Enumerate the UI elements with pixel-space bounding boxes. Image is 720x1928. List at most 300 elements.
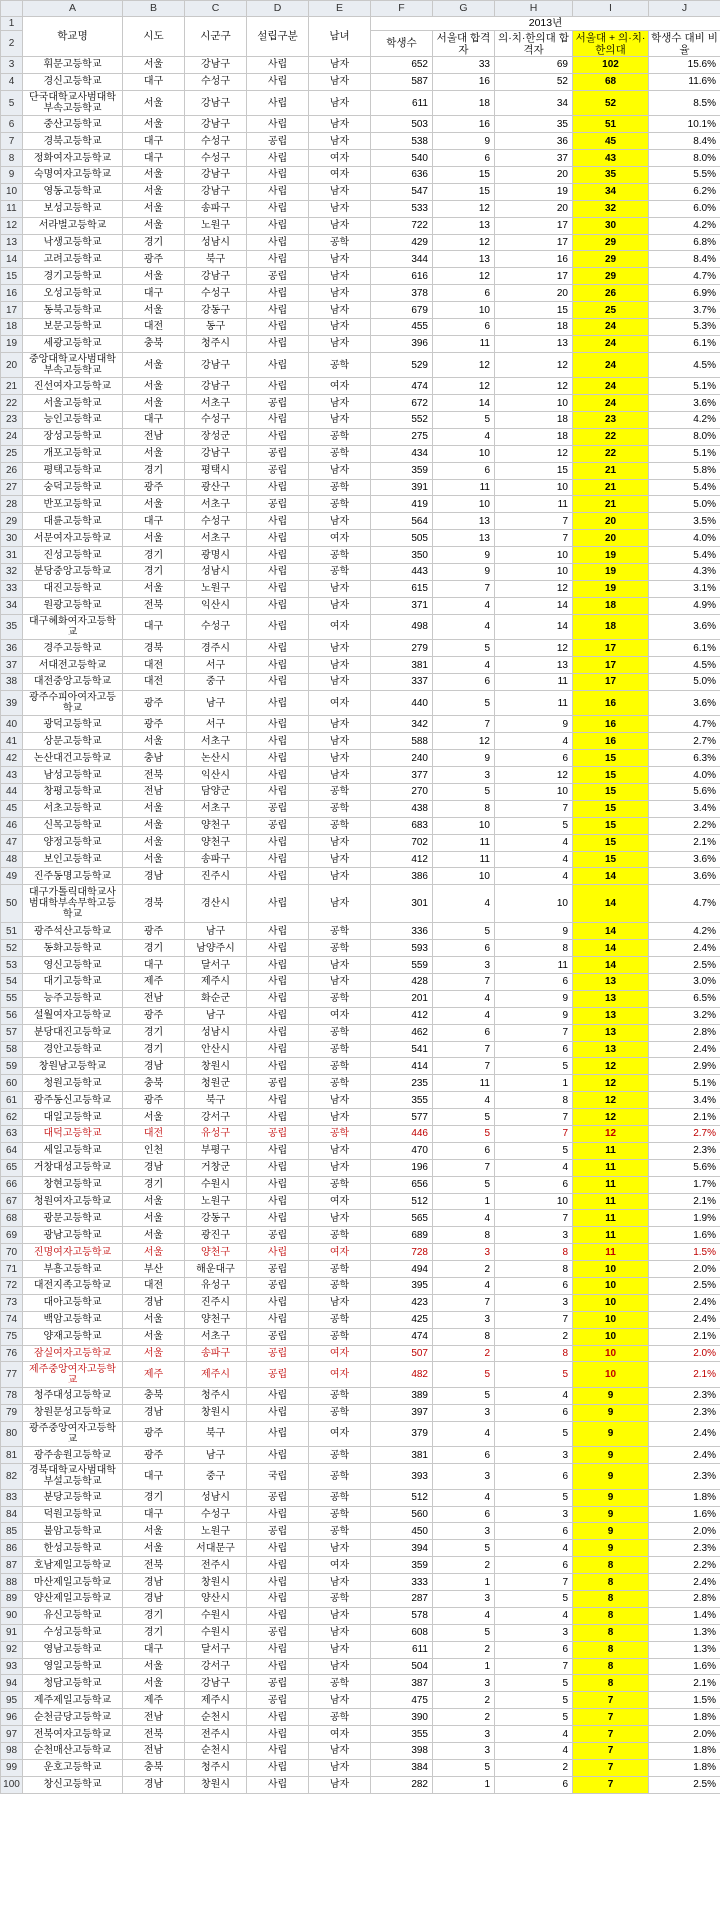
sum-cell[interactable]: 12 bbox=[573, 1058, 649, 1075]
students-cell[interactable]: 333 bbox=[371, 1574, 433, 1591]
ratio-cell[interactable]: 5.1% bbox=[649, 378, 720, 395]
sigungu-cell[interactable]: 송파구 bbox=[185, 1345, 247, 1362]
sido-cell[interactable]: 대구 bbox=[123, 1464, 185, 1490]
school-name-cell[interactable]: 진명여자고등학교 bbox=[23, 1244, 123, 1261]
row-number[interactable]: 46 bbox=[1, 817, 23, 834]
gender-cell[interactable]: 공학 bbox=[309, 1590, 371, 1607]
medical-cell[interactable]: 6 bbox=[495, 750, 573, 767]
foundation-cell[interactable]: 사립 bbox=[247, 352, 309, 378]
sum-cell[interactable]: 11 bbox=[573, 1244, 649, 1261]
sido-cell[interactable]: 전남 bbox=[123, 428, 185, 445]
foundation-cell[interactable]: 사립 bbox=[247, 580, 309, 597]
sum-cell[interactable]: 22 bbox=[573, 428, 649, 445]
row-number[interactable]: 97 bbox=[1, 1726, 23, 1743]
foundation-cell[interactable]: 사립 bbox=[247, 57, 309, 74]
ratio-cell[interactable]: 1.6% bbox=[649, 1506, 720, 1523]
school-name-cell[interactable]: 창평고등학교 bbox=[23, 783, 123, 800]
sum-cell[interactable]: 9 bbox=[573, 1421, 649, 1447]
medical-cell[interactable]: 4 bbox=[495, 1607, 573, 1624]
sum-cell[interactable]: 15 bbox=[573, 817, 649, 834]
sum-cell[interactable]: 26 bbox=[573, 285, 649, 302]
medical-cell[interactable]: 9 bbox=[495, 923, 573, 940]
students-cell[interactable]: 381 bbox=[371, 657, 433, 674]
ratio-cell[interactable]: 8.4% bbox=[649, 251, 720, 268]
foundation-cell[interactable]: 공립 bbox=[247, 462, 309, 479]
school-name-cell[interactable]: 청주대성고등학교 bbox=[23, 1387, 123, 1404]
gender-cell[interactable]: 남자 bbox=[309, 1776, 371, 1793]
snu-cell[interactable]: 12 bbox=[433, 268, 495, 285]
foundation-cell[interactable]: 사립 bbox=[247, 973, 309, 990]
medical-cell[interactable]: 4 bbox=[495, 1387, 573, 1404]
sido-cell[interactable]: 서울 bbox=[123, 116, 185, 133]
sigungu-cell[interactable]: 강남구 bbox=[185, 268, 247, 285]
foundation-cell[interactable]: 사립 bbox=[247, 834, 309, 851]
sigungu-cell[interactable]: 서초구 bbox=[185, 1328, 247, 1345]
foundation-cell[interactable]: 사립 bbox=[247, 1742, 309, 1759]
medical-cell[interactable]: 17 bbox=[495, 217, 573, 234]
medical-cell[interactable]: 5 bbox=[495, 1675, 573, 1692]
students-cell[interactable]: 393 bbox=[371, 1464, 433, 1490]
sum-cell[interactable]: 20 bbox=[573, 530, 649, 547]
school-name-cell[interactable]: 전북여자고등학교 bbox=[23, 1726, 123, 1743]
school-name-cell[interactable]: 영동고등학교 bbox=[23, 183, 123, 200]
students-cell[interactable]: 344 bbox=[371, 251, 433, 268]
row-number[interactable]: 100 bbox=[1, 1776, 23, 1793]
foundation-cell[interactable]: 사립 bbox=[247, 940, 309, 957]
ratio-cell[interactable]: 1.9% bbox=[649, 1210, 720, 1227]
sum-cell[interactable]: 11 bbox=[573, 1176, 649, 1193]
gender-cell[interactable]: 남자 bbox=[309, 1759, 371, 1776]
foundation-cell[interactable]: 공립 bbox=[247, 1328, 309, 1345]
gender-cell[interactable]: 공학 bbox=[309, 1404, 371, 1421]
sum-cell[interactable]: 13 bbox=[573, 990, 649, 1007]
medical-cell[interactable]: 6 bbox=[495, 1641, 573, 1658]
row-number[interactable]: 5 bbox=[1, 90, 23, 116]
medical-cell[interactable]: 12 bbox=[495, 352, 573, 378]
sum-cell[interactable]: 10 bbox=[573, 1311, 649, 1328]
school-name-cell[interactable]: 대구혜화여자고등학교 bbox=[23, 614, 123, 640]
students-cell[interactable]: 504 bbox=[371, 1658, 433, 1675]
students-cell[interactable]: 384 bbox=[371, 1759, 433, 1776]
snu-cell[interactable]: 7 bbox=[433, 1041, 495, 1058]
students-cell[interactable]: 359 bbox=[371, 1557, 433, 1574]
gender-cell[interactable]: 공학 bbox=[309, 1227, 371, 1244]
school-name-cell[interactable]: 광주송원고등학교 bbox=[23, 1447, 123, 1464]
header-sigungu[interactable]: 시군구 bbox=[185, 17, 247, 57]
sigungu-cell[interactable]: 익산시 bbox=[185, 597, 247, 614]
ratio-cell[interactable]: 4.0% bbox=[649, 530, 720, 547]
snu-cell[interactable]: 11 bbox=[433, 479, 495, 496]
foundation-cell[interactable]: 사립 bbox=[247, 1041, 309, 1058]
gender-cell[interactable]: 남자 bbox=[309, 395, 371, 412]
medical-cell[interactable]: 12 bbox=[495, 580, 573, 597]
medical-cell[interactable]: 16 bbox=[495, 251, 573, 268]
row-number[interactable]: 20 bbox=[1, 352, 23, 378]
sido-cell[interactable]: 서울 bbox=[123, 1193, 185, 1210]
row-number[interactable]: 85 bbox=[1, 1523, 23, 1540]
medical-cell[interactable]: 2 bbox=[495, 1759, 573, 1776]
students-cell[interactable]: 672 bbox=[371, 395, 433, 412]
school-name-cell[interactable]: 보문고등학교 bbox=[23, 318, 123, 335]
medical-cell[interactable]: 7 bbox=[495, 1311, 573, 1328]
foundation-cell[interactable]: 공립 bbox=[247, 268, 309, 285]
row-number[interactable]: 53 bbox=[1, 957, 23, 974]
sum-cell[interactable]: 7 bbox=[573, 1742, 649, 1759]
sigungu-cell[interactable]: 남구 bbox=[185, 1447, 247, 1464]
students-cell[interactable]: 683 bbox=[371, 817, 433, 834]
sido-cell[interactable]: 서울 bbox=[123, 1244, 185, 1261]
medical-cell[interactable]: 15 bbox=[495, 462, 573, 479]
foundation-cell[interactable]: 사립 bbox=[247, 1447, 309, 1464]
sido-cell[interactable]: 대구 bbox=[123, 614, 185, 640]
row-number[interactable]: 74 bbox=[1, 1311, 23, 1328]
sigungu-cell[interactable]: 화순군 bbox=[185, 990, 247, 1007]
sigungu-cell[interactable]: 진주시 bbox=[185, 868, 247, 885]
sigungu-cell[interactable]: 남구 bbox=[185, 1007, 247, 1024]
school-name-cell[interactable]: 양정고등학교 bbox=[23, 834, 123, 851]
students-cell[interactable]: 397 bbox=[371, 1404, 433, 1421]
gender-cell[interactable]: 여자 bbox=[309, 166, 371, 183]
medical-cell[interactable]: 11 bbox=[495, 496, 573, 513]
students-cell[interactable]: 541 bbox=[371, 1041, 433, 1058]
snu-cell[interactable]: 11 bbox=[433, 1075, 495, 1092]
sum-cell[interactable]: 17 bbox=[573, 674, 649, 691]
row-number[interactable]: 31 bbox=[1, 547, 23, 564]
sigungu-cell[interactable]: 강동구 bbox=[185, 1210, 247, 1227]
foundation-cell[interactable]: 사립 bbox=[247, 1294, 309, 1311]
students-cell[interactable]: 552 bbox=[371, 412, 433, 429]
foundation-cell[interactable]: 사립 bbox=[247, 530, 309, 547]
school-name-cell[interactable]: 보성고등학교 bbox=[23, 200, 123, 217]
sum-cell[interactable]: 45 bbox=[573, 133, 649, 150]
sum-cell[interactable]: 21 bbox=[573, 496, 649, 513]
foundation-cell[interactable]: 사립 bbox=[247, 183, 309, 200]
ratio-cell[interactable]: 2.1% bbox=[649, 1362, 720, 1388]
school-name-cell[interactable]: 순천매산고등학교 bbox=[23, 1742, 123, 1759]
sum-cell[interactable]: 24 bbox=[573, 378, 649, 395]
gender-cell[interactable]: 남자 bbox=[309, 834, 371, 851]
row-number[interactable]: 78 bbox=[1, 1387, 23, 1404]
students-cell[interactable]: 355 bbox=[371, 1092, 433, 1109]
sido-cell[interactable]: 서울 bbox=[123, 530, 185, 547]
snu-cell[interactable]: 4 bbox=[433, 1421, 495, 1447]
row-number[interactable]: 27 bbox=[1, 479, 23, 496]
sido-cell[interactable]: 대전 bbox=[123, 1278, 185, 1295]
sigungu-cell[interactable]: 진주시 bbox=[185, 1294, 247, 1311]
sum-cell[interactable]: 10 bbox=[573, 1278, 649, 1295]
gender-cell[interactable]: 공학 bbox=[309, 990, 371, 1007]
snu-cell[interactable]: 1 bbox=[433, 1574, 495, 1591]
sido-cell[interactable]: 전남 bbox=[123, 1709, 185, 1726]
school-name-cell[interactable]: 청원여자고등학교 bbox=[23, 1193, 123, 1210]
ratio-cell[interactable]: 3.6% bbox=[649, 868, 720, 885]
sigungu-cell[interactable]: 유성구 bbox=[185, 1125, 247, 1142]
ratio-cell[interactable]: 6.1% bbox=[649, 640, 720, 657]
sigungu-cell[interactable]: 경산시 bbox=[185, 885, 247, 923]
ratio-cell[interactable]: 4.2% bbox=[649, 217, 720, 234]
foundation-cell[interactable]: 사립 bbox=[247, 217, 309, 234]
school-name-cell[interactable]: 양산제일고등학교 bbox=[23, 1590, 123, 1607]
school-name-cell[interactable]: 진성고등학교 bbox=[23, 547, 123, 564]
students-cell[interactable]: 474 bbox=[371, 378, 433, 395]
medical-cell[interactable]: 11 bbox=[495, 957, 573, 974]
ratio-cell[interactable]: 2.4% bbox=[649, 1574, 720, 1591]
sum-cell[interactable]: 9 bbox=[573, 1523, 649, 1540]
sido-cell[interactable]: 서울 bbox=[123, 733, 185, 750]
medical-cell[interactable]: 13 bbox=[495, 335, 573, 352]
students-cell[interactable]: 593 bbox=[371, 940, 433, 957]
sigungu-cell[interactable]: 서대문구 bbox=[185, 1540, 247, 1557]
snu-cell[interactable]: 33 bbox=[433, 57, 495, 74]
snu-cell[interactable]: 3 bbox=[433, 1590, 495, 1607]
snu-cell[interactable]: 6 bbox=[433, 674, 495, 691]
sigungu-cell[interactable]: 서초구 bbox=[185, 395, 247, 412]
row-number[interactable]: 63 bbox=[1, 1125, 23, 1142]
foundation-cell[interactable]: 사립 bbox=[247, 318, 309, 335]
sido-cell[interactable]: 충남 bbox=[123, 750, 185, 767]
sido-cell[interactable]: 서울 bbox=[123, 268, 185, 285]
school-name-cell[interactable]: 동북고등학교 bbox=[23, 302, 123, 319]
sido-cell[interactable]: 광주 bbox=[123, 1092, 185, 1109]
sido-cell[interactable]: 서울 bbox=[123, 800, 185, 817]
sigungu-cell[interactable]: 북구 bbox=[185, 1421, 247, 1447]
students-cell[interactable]: 425 bbox=[371, 1311, 433, 1328]
school-name-cell[interactable]: 영신고등학교 bbox=[23, 957, 123, 974]
school-name-cell[interactable]: 광주중앙여자고등학교 bbox=[23, 1421, 123, 1447]
sigungu-cell[interactable]: 송파구 bbox=[185, 200, 247, 217]
ratio-cell[interactable]: 3.6% bbox=[649, 851, 720, 868]
foundation-cell[interactable]: 사립 bbox=[247, 1244, 309, 1261]
medical-cell[interactable]: 10 bbox=[495, 885, 573, 923]
foundation-cell[interactable]: 공립 bbox=[247, 1489, 309, 1506]
medical-cell[interactable]: 10 bbox=[495, 395, 573, 412]
students-cell[interactable]: 396 bbox=[371, 335, 433, 352]
snu-cell[interactable]: 12 bbox=[433, 234, 495, 251]
sigungu-cell[interactable]: 수성구 bbox=[185, 285, 247, 302]
sido-cell[interactable]: 경남 bbox=[123, 1574, 185, 1591]
row-number[interactable]: 41 bbox=[1, 733, 23, 750]
ratio-cell[interactable]: 2.5% bbox=[649, 1776, 720, 1793]
foundation-cell[interactable]: 사립 bbox=[247, 690, 309, 716]
sido-cell[interactable]: 서울 bbox=[123, 217, 185, 234]
ratio-cell[interactable]: 3.6% bbox=[649, 395, 720, 412]
ratio-cell[interactable]: 5.5% bbox=[649, 166, 720, 183]
gender-cell[interactable]: 남자 bbox=[309, 868, 371, 885]
students-cell[interactable]: 679 bbox=[371, 302, 433, 319]
ratio-cell[interactable]: 2.2% bbox=[649, 817, 720, 834]
students-cell[interactable]: 390 bbox=[371, 1709, 433, 1726]
gender-cell[interactable]: 공학 bbox=[309, 1464, 371, 1490]
gender-cell[interactable]: 공학 bbox=[309, 234, 371, 251]
gender-cell[interactable]: 공학 bbox=[309, 1278, 371, 1295]
gender-cell[interactable]: 남자 bbox=[309, 285, 371, 302]
medical-cell[interactable]: 8 bbox=[495, 1345, 573, 1362]
sum-cell[interactable]: 13 bbox=[573, 973, 649, 990]
foundation-cell[interactable]: 사립 bbox=[247, 1607, 309, 1624]
snu-cell[interactable]: 14 bbox=[433, 395, 495, 412]
gender-cell[interactable]: 공학 bbox=[309, 1675, 371, 1692]
sum-cell[interactable]: 15 bbox=[573, 800, 649, 817]
row-number[interactable]: 61 bbox=[1, 1092, 23, 1109]
sigungu-cell[interactable]: 순천시 bbox=[185, 1709, 247, 1726]
ratio-cell[interactable]: 4.2% bbox=[649, 412, 720, 429]
ratio-cell[interactable]: 1.3% bbox=[649, 1624, 720, 1641]
sigungu-cell[interactable]: 강남구 bbox=[185, 57, 247, 74]
students-cell[interactable]: 394 bbox=[371, 1540, 433, 1557]
row-number[interactable]: 37 bbox=[1, 657, 23, 674]
snu-cell[interactable]: 3 bbox=[433, 1675, 495, 1692]
sigungu-cell[interactable]: 수원시 bbox=[185, 1624, 247, 1641]
school-name-cell[interactable]: 중산고등학교 bbox=[23, 116, 123, 133]
foundation-cell[interactable]: 사립 bbox=[247, 1159, 309, 1176]
students-cell[interactable]: 512 bbox=[371, 1489, 433, 1506]
snu-cell[interactable]: 9 bbox=[433, 564, 495, 581]
column-header-d[interactable]: D bbox=[247, 1, 309, 17]
school-name-cell[interactable]: 제주중앙여자고등학교 bbox=[23, 1362, 123, 1388]
medical-cell[interactable]: 14 bbox=[495, 614, 573, 640]
foundation-cell[interactable]: 사립 bbox=[247, 1540, 309, 1557]
ratio-cell[interactable]: 5.4% bbox=[649, 479, 720, 496]
snu-cell[interactable]: 4 bbox=[433, 614, 495, 640]
medical-cell[interactable]: 7 bbox=[495, 1109, 573, 1126]
gender-cell[interactable]: 남자 bbox=[309, 462, 371, 479]
row-number[interactable]: 52 bbox=[1, 940, 23, 957]
row-number[interactable]: 33 bbox=[1, 580, 23, 597]
sum-cell[interactable]: 10 bbox=[573, 1362, 649, 1388]
school-name-cell[interactable]: 세일고등학교 bbox=[23, 1142, 123, 1159]
snu-cell[interactable]: 9 bbox=[433, 547, 495, 564]
snu-cell[interactable]: 13 bbox=[433, 530, 495, 547]
snu-cell[interactable]: 4 bbox=[433, 885, 495, 923]
column-header-f[interactable]: F bbox=[371, 1, 433, 17]
ratio-cell[interactable]: 2.8% bbox=[649, 1590, 720, 1607]
ratio-cell[interactable]: 2.0% bbox=[649, 1345, 720, 1362]
school-name-cell[interactable]: 순천금당고등학교 bbox=[23, 1709, 123, 1726]
foundation-cell[interactable]: 사립 bbox=[247, 1387, 309, 1404]
foundation-cell[interactable]: 공립 bbox=[247, 817, 309, 834]
students-cell[interactable]: 494 bbox=[371, 1261, 433, 1278]
row-number[interactable]: 69 bbox=[1, 1227, 23, 1244]
row-number[interactable]: 17 bbox=[1, 302, 23, 319]
ratio-cell[interactable]: 3.6% bbox=[649, 690, 720, 716]
sum-cell[interactable]: 10 bbox=[573, 1261, 649, 1278]
sum-cell[interactable]: 7 bbox=[573, 1709, 649, 1726]
students-cell[interactable]: 240 bbox=[371, 750, 433, 767]
row-number[interactable]: 34 bbox=[1, 597, 23, 614]
school-name-cell[interactable]: 보인고등학교 bbox=[23, 851, 123, 868]
school-name-cell[interactable]: 서울고등학교 bbox=[23, 395, 123, 412]
ratio-cell[interactable]: 6.0% bbox=[649, 200, 720, 217]
sum-cell[interactable]: 7 bbox=[573, 1776, 649, 1793]
foundation-cell[interactable]: 사립 bbox=[247, 1506, 309, 1523]
foundation-cell[interactable]: 사립 bbox=[247, 750, 309, 767]
row-number[interactable]: 23 bbox=[1, 412, 23, 429]
gender-cell[interactable]: 남자 bbox=[309, 597, 371, 614]
students-cell[interactable]: 533 bbox=[371, 200, 433, 217]
snu-cell[interactable]: 6 bbox=[433, 1024, 495, 1041]
school-name-cell[interactable]: 경신고등학교 bbox=[23, 73, 123, 90]
gender-cell[interactable]: 공학 bbox=[309, 1075, 371, 1092]
sigungu-cell[interactable]: 북구 bbox=[185, 1092, 247, 1109]
ratio-cell[interactable]: 8.5% bbox=[649, 90, 720, 116]
row-number[interactable]: 88 bbox=[1, 1574, 23, 1591]
ratio-cell[interactable]: 2.7% bbox=[649, 733, 720, 750]
row-number[interactable]: 39 bbox=[1, 690, 23, 716]
medical-cell[interactable]: 2 bbox=[495, 1328, 573, 1345]
medical-cell[interactable]: 5 bbox=[495, 1362, 573, 1388]
sido-cell[interactable]: 경기 bbox=[123, 564, 185, 581]
snu-cell[interactable]: 2 bbox=[433, 1641, 495, 1658]
snu-cell[interactable]: 7 bbox=[433, 580, 495, 597]
medical-cell[interactable]: 6 bbox=[495, 1404, 573, 1421]
students-cell[interactable]: 547 bbox=[371, 183, 433, 200]
school-name-cell[interactable]: 대구가톨릭대학교사범대학부속무학고등학교 bbox=[23, 885, 123, 923]
school-name-cell[interactable]: 영일고등학교 bbox=[23, 1658, 123, 1675]
ratio-cell[interactable]: 2.3% bbox=[649, 1464, 720, 1490]
snu-cell[interactable]: 4 bbox=[433, 1278, 495, 1295]
sigungu-cell[interactable]: 창원시 bbox=[185, 1058, 247, 1075]
sum-cell[interactable]: 51 bbox=[573, 116, 649, 133]
sido-cell[interactable]: 전북 bbox=[123, 597, 185, 614]
gender-cell[interactable]: 공학 bbox=[309, 1447, 371, 1464]
sido-cell[interactable]: 대구 bbox=[123, 957, 185, 974]
ratio-cell[interactable]: 2.2% bbox=[649, 1557, 720, 1574]
medical-cell[interactable]: 8 bbox=[495, 1092, 573, 1109]
foundation-cell[interactable]: 사립 bbox=[247, 116, 309, 133]
sigungu-cell[interactable]: 강남구 bbox=[185, 90, 247, 116]
snu-cell[interactable]: 5 bbox=[433, 1759, 495, 1776]
sigungu-cell[interactable]: 수원시 bbox=[185, 1176, 247, 1193]
snu-cell[interactable]: 3 bbox=[433, 1404, 495, 1421]
row-number[interactable]: 49 bbox=[1, 868, 23, 885]
row-number[interactable]: 96 bbox=[1, 1709, 23, 1726]
snu-cell[interactable]: 6 bbox=[433, 940, 495, 957]
students-cell[interactable]: 389 bbox=[371, 1387, 433, 1404]
school-name-cell[interactable]: 유신고등학교 bbox=[23, 1607, 123, 1624]
sum-cell[interactable]: 29 bbox=[573, 268, 649, 285]
medical-cell[interactable]: 20 bbox=[495, 285, 573, 302]
students-cell[interactable]: 728 bbox=[371, 1244, 433, 1261]
sido-cell[interactable]: 대구 bbox=[123, 1641, 185, 1658]
gender-cell[interactable]: 남자 bbox=[309, 133, 371, 150]
sigungu-cell[interactable]: 해운대구 bbox=[185, 1261, 247, 1278]
ratio-cell[interactable]: 1.6% bbox=[649, 1658, 720, 1675]
row-number[interactable]: 99 bbox=[1, 1759, 23, 1776]
ratio-cell[interactable]: 2.4% bbox=[649, 1421, 720, 1447]
sigungu-cell[interactable]: 서초구 bbox=[185, 530, 247, 547]
gender-cell[interactable]: 남자 bbox=[309, 251, 371, 268]
gender-cell[interactable]: 여자 bbox=[309, 1726, 371, 1743]
sido-cell[interactable]: 대전 bbox=[123, 657, 185, 674]
ratio-cell[interactable]: 6.1% bbox=[649, 335, 720, 352]
sido-cell[interactable]: 경남 bbox=[123, 1058, 185, 1075]
gender-cell[interactable]: 공학 bbox=[309, 1058, 371, 1075]
school-name-cell[interactable]: 대일고등학교 bbox=[23, 1109, 123, 1126]
snu-cell[interactable]: 13 bbox=[433, 251, 495, 268]
snu-cell[interactable]: 7 bbox=[433, 1058, 495, 1075]
row-number[interactable]: 54 bbox=[1, 973, 23, 990]
ratio-cell[interactable]: 1.8% bbox=[649, 1709, 720, 1726]
foundation-cell[interactable]: 사립 bbox=[247, 1109, 309, 1126]
sigungu-cell[interactable]: 서구 bbox=[185, 657, 247, 674]
sum-cell[interactable]: 32 bbox=[573, 200, 649, 217]
students-cell[interactable]: 689 bbox=[371, 1227, 433, 1244]
foundation-cell[interactable]: 사립 bbox=[247, 1007, 309, 1024]
sido-cell[interactable]: 서울 bbox=[123, 1227, 185, 1244]
school-name-cell[interactable]: 양재고등학교 bbox=[23, 1328, 123, 1345]
sum-cell[interactable]: 18 bbox=[573, 614, 649, 640]
sum-cell[interactable]: 24 bbox=[573, 352, 649, 378]
